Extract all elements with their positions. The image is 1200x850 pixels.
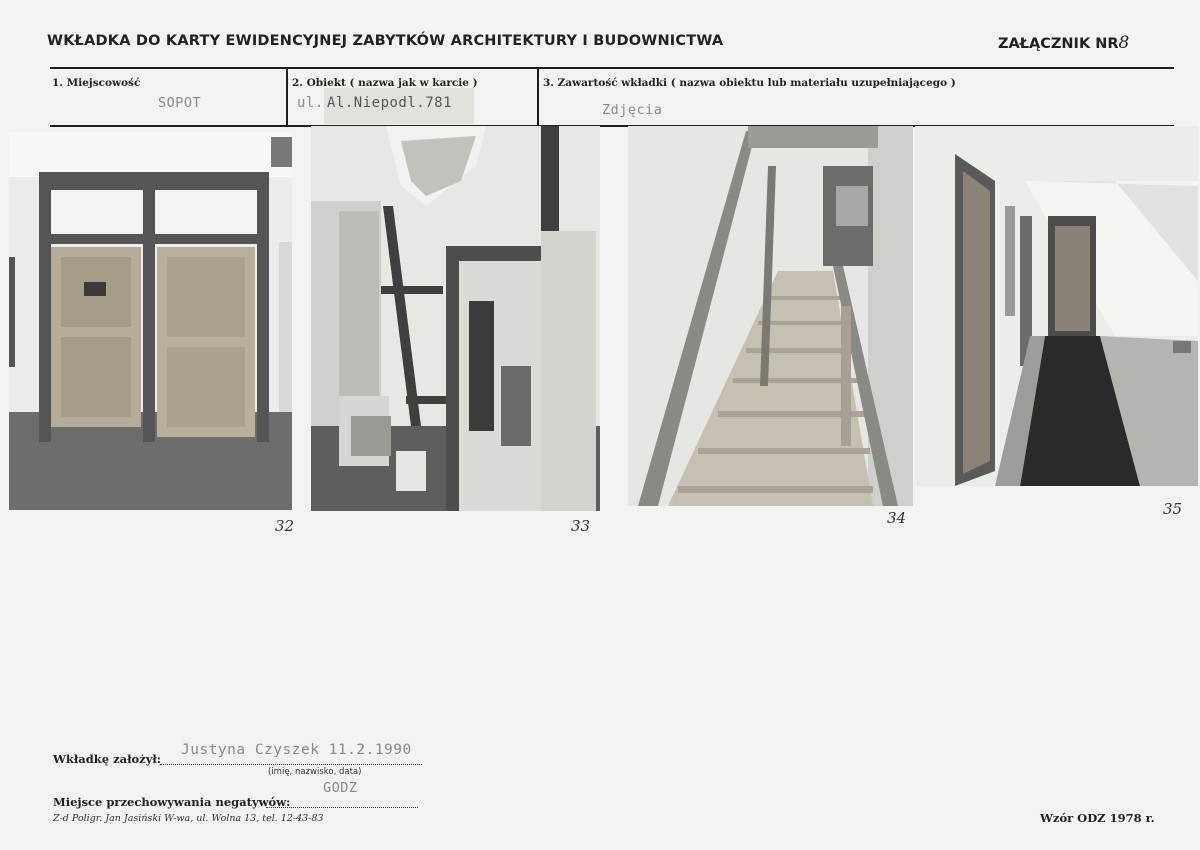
locality-label: 1. Miejscowość [52, 77, 141, 89]
negatives-storage-dotted-line [266, 807, 418, 808]
annex-label: ZAŁĄCZNIK NR [998, 36, 1119, 52]
field-row-top-rule [50, 67, 1174, 69]
object-label: 2. Obiekt ( nazwa jak w karcie ) [292, 77, 478, 89]
photo-staircase [628, 126, 913, 506]
form-model: Wzór ODZ 1978 r. [1040, 811, 1155, 825]
contents-label: 3. Zawartość wkładki ( nazwa obiektu lub materiału uzupełniającego ) [543, 77, 956, 89]
created-by-dotted-line [160, 764, 422, 765]
photo-number-33: 33 [571, 517, 591, 535]
photo-number-34: 34 [887, 509, 907, 527]
object-value: Al.Niepodl.781 [327, 95, 453, 111]
document-title: WKŁADKA DO KARTY EWIDENCYJNEJ ZABYTKÓW ARCHITEKTURY I BUDOWNICTWA [47, 33, 724, 49]
negatives-storage-label: Miejsce przechowywania negatywów: [53, 795, 291, 809]
field-divider-1 [286, 67, 288, 125]
printer-imprint: Z-d Poligr. Jan Jasiński W-wa, ul. Wolna 13, tel. 12-43-83 [53, 813, 324, 824]
object-value-prefix: ul. [297, 95, 324, 111]
field-divider-2 [537, 67, 539, 125]
created-by-value: Justyna Czyszek 11.2.1990 [181, 742, 412, 758]
photo-doors [9, 132, 292, 510]
photo-number-35: 35 [1163, 500, 1183, 518]
photo-number-32: 32 [275, 517, 295, 535]
contents-value: Zdjęcia [602, 102, 663, 118]
created-by-hint: (imię, nazwisko, data) [268, 767, 362, 777]
locality-value: SOPOT [158, 95, 202, 111]
negatives-storage-value: GODZ [323, 780, 358, 796]
photo-room-interior [311, 126, 600, 511]
photo-corridor [915, 126, 1198, 486]
annex-handwritten-number: 8 [1118, 33, 1130, 53]
annex-number [998, 33, 1129, 53]
created-by-label: Wkładkę założył: [53, 752, 162, 766]
